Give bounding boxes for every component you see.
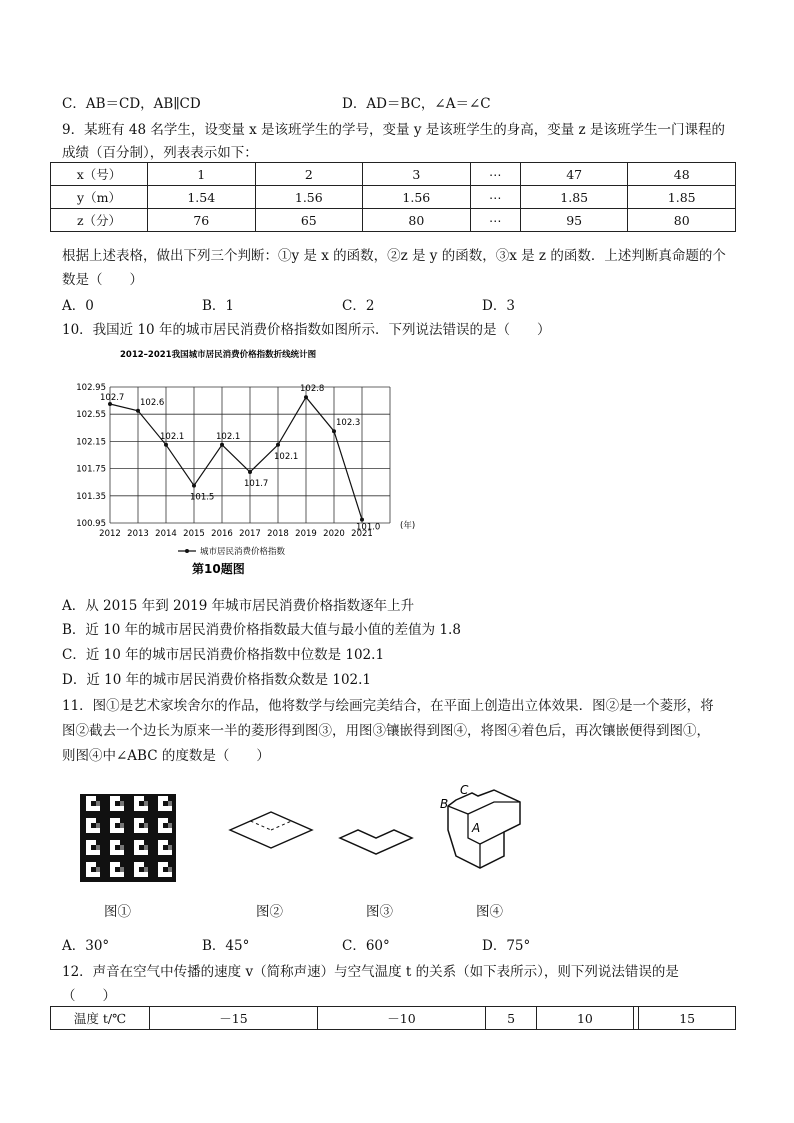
data-label: 102.8 [300, 384, 325, 395]
q9-stem-line2: 成绩（百分制），列表表示如下： [62, 145, 258, 161]
q12-stem-line2: （ ） [62, 988, 116, 1004]
y-tick-label: 101.35 [76, 491, 106, 502]
x-tick-label: 2012 [99, 529, 121, 539]
q12-stem-line1: 12．声音在空气中传播的速度 v（简称声速）与空气温度 t 的关系（如下表所示），则下列说法错误的是 [62, 964, 679, 980]
table-row [51, 209, 736, 232]
figure-3-notched-rhombus [336, 818, 416, 862]
q10-option-a: A．从 2015 年到 2019 年城市居民消费价格指数逐年上升 [62, 598, 415, 614]
table-cell: 80 [628, 209, 736, 232]
table-cell: 80 [363, 209, 471, 232]
data-point [136, 409, 140, 413]
x-tick-label: 2013 [127, 529, 149, 539]
table-cell: 1.56 [255, 186, 363, 209]
q10-option-b: B．近 10 年的城市居民消费价格指数最大值与最小值的差值为 1.8 [62, 622, 461, 638]
x-tick-label: 2014 [155, 529, 177, 539]
q10-stem: 10．我国近 10 年的城市居民消费价格指数如图所示．下列说法错误的是（ ） [62, 322, 551, 338]
series-line [110, 397, 362, 519]
data-point [192, 484, 196, 488]
q9-after-line2: 数是（ ） [62, 272, 143, 288]
figure-3-caption: 图③ [366, 904, 393, 920]
table-cell: ⋯ [470, 186, 520, 209]
q9-after-line1: 根据上述表格，做出下列三个判断：①y 是 x 的函数，②z 是 y 的函数，③x 是 z 的函数．上述判断真命题的个 [62, 248, 726, 264]
q11-stem-line1: 11．图①是艺术家埃舍尔的作品，他将数学与绘画完美结合，在平面上创造出立体效果．图②是一个菱形，将 [62, 698, 714, 714]
figure-4-caption: 图④ [476, 904, 503, 920]
table-cell: z（分） [51, 209, 148, 232]
q8-option-c: C．AB＝CD，AB∥CD [62, 96, 201, 112]
data-label: 102.1 [216, 431, 241, 442]
q9-option-d: D．3 [482, 298, 515, 314]
chart-title: 2012–2021我国城市居民消费价格指数折线统计图 [120, 350, 317, 360]
table-cell: －15 [150, 1007, 318, 1030]
q9-option-a: A．0 [62, 298, 94, 314]
q9-option-b: B．1 [202, 298, 235, 314]
figure-4-tessellation [432, 782, 528, 888]
figure-1-escher-tessellation [80, 794, 176, 882]
table-cell: 15 [639, 1007, 736, 1030]
table-cell: 48 [628, 163, 736, 186]
figure-1-caption: 图① [104, 904, 131, 920]
x-tick-label: 2021 [351, 529, 373, 539]
x-tick-label: 2017 [239, 529, 261, 539]
data-point [220, 443, 224, 447]
table-cell: 5 [485, 1007, 536, 1030]
table-cell: 1.85 [520, 186, 628, 209]
data-label: 102.7 [100, 393, 125, 403]
q9-stem-line1: 9．某班有 48 名学生，设变量 x 是该班学生的学号，变量 y 是该班学生的身高，变量 z 是该班学生一门课程的 [62, 122, 725, 138]
q11-option-b: B．45° [202, 938, 250, 954]
chart-caption: 第10题图 [192, 562, 245, 576]
q10-option-c: C．近 10 年的城市居民消费价格指数中位数是 102.1 [62, 647, 385, 663]
table-cell: 1.54 [148, 186, 256, 209]
table-cell: 2 [255, 163, 363, 186]
x-axis-unit: (年) [400, 521, 416, 531]
data-point [248, 470, 252, 474]
q9-option-c: C．2 [342, 298, 375, 314]
table-cell: 47 [520, 163, 628, 186]
data-point [304, 395, 308, 399]
legend-label: 城市居民消费价格指数 [200, 547, 286, 557]
q11-option-d: D．75° [482, 938, 531, 954]
y-tick-label: 101.75 [76, 464, 106, 475]
table-cell: 1.56 [363, 186, 471, 209]
x-tick-label: 2016 [211, 529, 233, 539]
figure-4-label-a: A [472, 821, 481, 835]
data-label: 101.0 [356, 522, 381, 533]
table-cell: ⋯ [470, 163, 520, 186]
table-row [51, 186, 736, 209]
figure-4-label-b: B [440, 797, 449, 811]
table-cell: 温度 t/℃ [51, 1007, 150, 1030]
q11-option-c: C．60° [342, 938, 390, 954]
q9-data-table [50, 162, 736, 232]
table-cell: 1.85 [628, 186, 736, 209]
data-point [332, 429, 336, 433]
cpi-line-chart [60, 343, 420, 583]
q8-option-d: D．AD＝BC，∠A＝∠C [342, 96, 491, 112]
q11-stem-line2: 图②截去一个边长为原来一半的菱形得到图③，用图③镶嵌得到图④，将图④着色后，再次镶嵌便得到图①， [62, 723, 710, 739]
q12-data-table [50, 1006, 736, 1030]
q11-option-a: A．30° [62, 938, 110, 954]
table-cell: 1 [148, 163, 256, 186]
table-cell: ⋯ [470, 209, 520, 232]
data-point [164, 443, 168, 447]
table-cell: x（号） [51, 163, 148, 186]
x-tick-label: 2019 [295, 529, 317, 539]
data-point [360, 518, 364, 522]
data-label: 101.5 [190, 492, 215, 503]
table-row [51, 1007, 736, 1030]
figure-2-rhombus [226, 808, 316, 858]
x-tick-label: 2020 [323, 529, 345, 539]
q10-option-d: D．近 10 年的城市居民消费价格指数众数是 102.1 [62, 672, 372, 688]
data-label: 102.1 [274, 451, 299, 462]
y-tick-label: 100.95 [76, 519, 106, 529]
table-cell: 10 [537, 1007, 634, 1030]
data-label: 102.3 [336, 418, 361, 429]
data-label: 101.7 [244, 479, 269, 489]
table-cell: 95 [520, 209, 628, 232]
y-tick-label: 102.15 [76, 437, 106, 448]
table-cell: y（m） [51, 186, 148, 209]
table-row [51, 163, 736, 186]
figure-2-caption: 图② [256, 904, 283, 920]
legend-marker [185, 549, 189, 553]
y-tick-label: 102.95 [76, 383, 106, 393]
x-tick-label: 2018 [267, 529, 289, 539]
figure-4-label-c: C [460, 783, 469, 797]
table-cell: 65 [255, 209, 363, 232]
y-tick-label: 102.55 [76, 410, 106, 421]
table-cell: 3 [363, 163, 471, 186]
data-label: 102.6 [140, 397, 165, 408]
data-point [276, 443, 280, 447]
table-cell: 76 [148, 209, 256, 232]
table-cell: －10 [317, 1007, 485, 1030]
q11-stem-line3: 则图④中∠ABC 的度数是（ ） [62, 748, 270, 764]
data-label: 102.1 [160, 431, 185, 442]
x-tick-label: 2015 [183, 529, 205, 539]
